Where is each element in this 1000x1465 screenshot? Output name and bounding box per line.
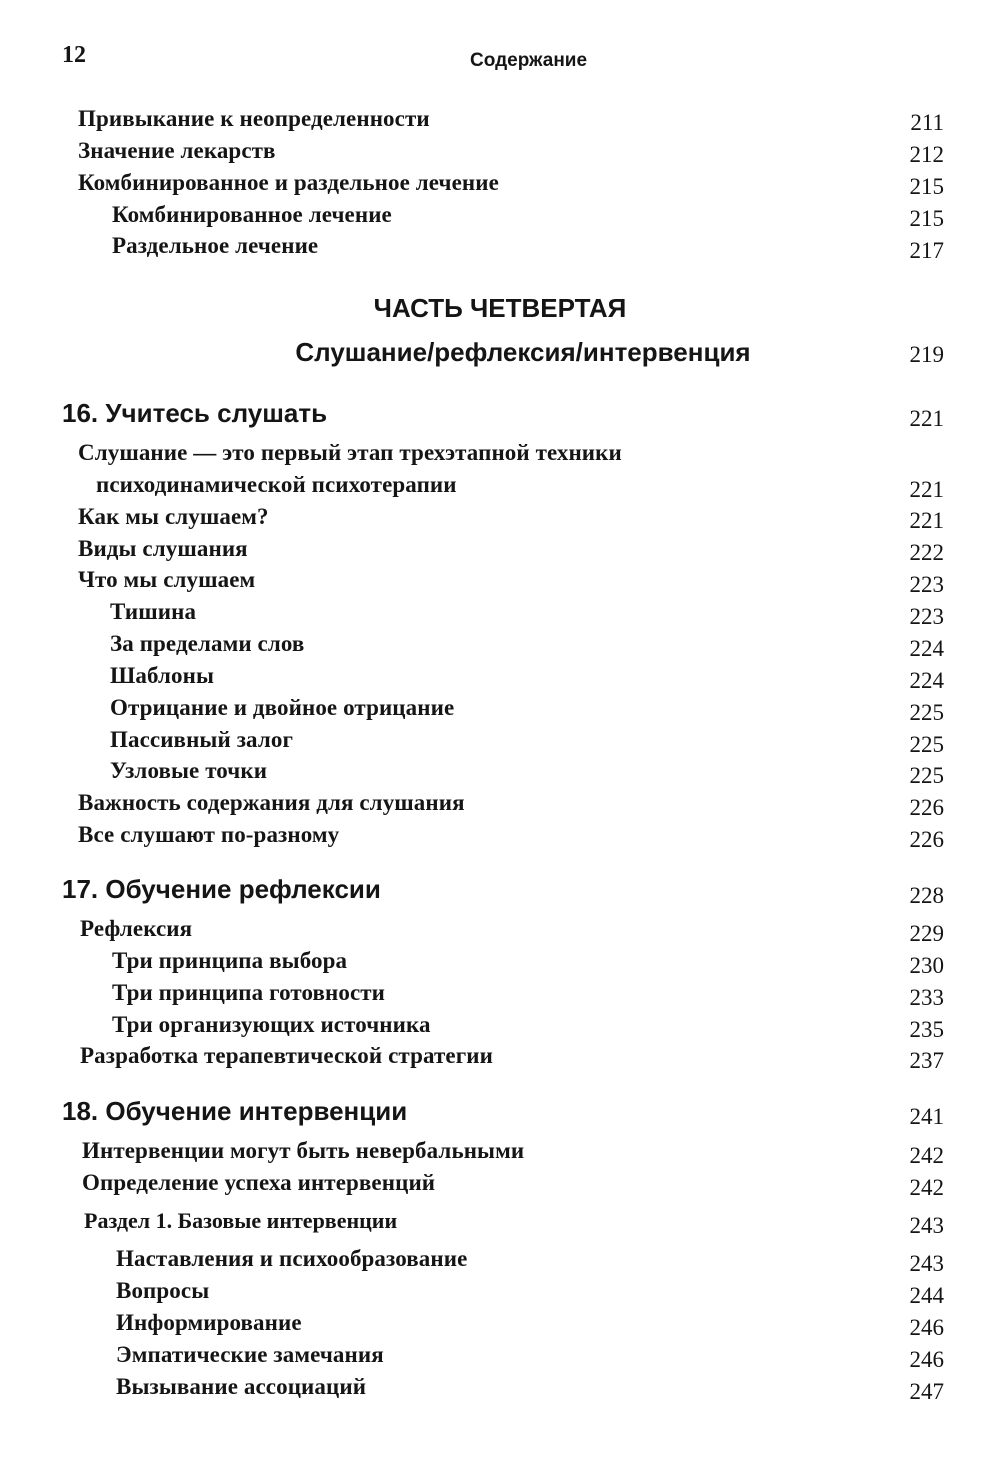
toc-entry: Разработка терапевтической стратегии xyxy=(80,1043,493,1068)
toc-entry: Определение успеха интервенций xyxy=(82,1170,436,1195)
toc-entry: Рефлексия xyxy=(80,916,193,941)
toc-entry: Вопросы xyxy=(116,1278,210,1303)
toc-page: 246 xyxy=(909,1347,944,1372)
toc-entry: Три принципа выбора xyxy=(112,948,348,973)
toc-entry: Раздельное лечение xyxy=(112,233,319,258)
toc-page: 226 xyxy=(909,795,944,820)
toc-entry: психодинамической психотерапии xyxy=(96,472,457,497)
toc-entry: Тишина xyxy=(110,599,197,624)
chapter-18-page: 241 xyxy=(909,1104,944,1129)
toc-entry: Информирование xyxy=(116,1310,302,1335)
toc-page: 235 xyxy=(909,1017,944,1042)
toc-page: 226 xyxy=(909,827,944,852)
part-page: 219 xyxy=(909,342,944,367)
toc-entry: Эмпатические замечания xyxy=(116,1342,384,1367)
chapter-17-page: 228 xyxy=(909,883,944,908)
toc-entry: Узловые точки xyxy=(110,758,268,783)
page-number: 12 xyxy=(62,42,86,68)
toc-page: 224 xyxy=(909,636,944,661)
toc-page: 224 xyxy=(909,668,944,693)
toc-page: 230 xyxy=(909,953,944,978)
toc-page: 215 xyxy=(909,174,944,199)
part-label: ЧАСТЬ ЧЕТВЕРТАЯ xyxy=(373,293,627,323)
toc-entry: Пассивный залог xyxy=(110,727,293,752)
toc-entry: Интервенции могут быть невербальными xyxy=(82,1138,525,1163)
section-page: 243 xyxy=(909,1213,944,1238)
toc-page: 217 xyxy=(909,238,944,263)
toc-entry: Все слушают по-разному xyxy=(78,822,340,847)
toc-entry: Комбинированное и раздельное лечение xyxy=(78,170,499,195)
toc-entry: Наставления и психообразование xyxy=(116,1246,468,1271)
toc-entry: Шаблоны xyxy=(110,663,214,688)
toc-entry: Три организующих источника xyxy=(112,1012,431,1037)
toc-entry: За пределами слов xyxy=(110,631,305,656)
toc-entry: Комбинированное лечение xyxy=(112,202,392,227)
toc-page: 222 xyxy=(909,540,944,565)
chapter-18-title: 18. Обучение интервенции xyxy=(62,1096,408,1126)
toc-page: 244 xyxy=(909,1283,944,1308)
toc-page: 221 xyxy=(909,477,944,502)
toc-entry: Привыкание к неопределенности xyxy=(78,106,430,131)
toc-entry: Что мы слушаем xyxy=(78,567,256,592)
toc-page: 237 xyxy=(909,1048,944,1073)
toc-page: 223 xyxy=(909,572,944,597)
toc-entry: Важность содержания для слушания xyxy=(78,790,465,815)
toc-page: 212 xyxy=(909,142,944,167)
toc-entry: Виды слушания xyxy=(78,536,248,561)
toc-page: 229 xyxy=(909,921,944,946)
toc-page: 215 xyxy=(909,206,944,231)
toc-page: 242 xyxy=(909,1175,944,1200)
toc-page: 225 xyxy=(909,763,944,788)
toc-entry: Вызывание ассоциаций xyxy=(116,1374,367,1399)
toc-page: 247 xyxy=(909,1379,944,1404)
toc-page: 225 xyxy=(909,732,944,757)
toc-page: 211 xyxy=(910,110,944,135)
section-heading: Раздел 1. Базовые интервенции xyxy=(84,1208,398,1233)
toc-page: 242 xyxy=(909,1143,944,1168)
chapter-16-title: 16. Учитесь слушать xyxy=(62,398,328,428)
toc-entry: Значение лекарств xyxy=(78,138,276,163)
chapter-17-title: 17. Обучение рефлексии xyxy=(62,874,381,904)
toc-entry: Три принципа готовности xyxy=(112,980,386,1005)
running-head: Содержание xyxy=(470,50,588,71)
toc-entry: Как мы слушаем? xyxy=(78,504,269,529)
toc-page: 225 xyxy=(909,700,944,725)
toc-page: 246 xyxy=(909,1315,944,1340)
toc-entry: Слушание — это первый этап трехэтапной техники xyxy=(78,440,622,465)
toc-page: 243 xyxy=(909,1251,944,1276)
toc-page: 233 xyxy=(909,985,944,1010)
toc-page: 223 xyxy=(909,604,944,629)
toc-entry: Отрицание и двойное отрицание xyxy=(110,695,455,720)
chapter-16-page: 221 xyxy=(909,406,944,431)
part-title: Слушание/рефлексия/интервенция xyxy=(295,337,751,367)
toc-page: 221 xyxy=(909,508,944,533)
